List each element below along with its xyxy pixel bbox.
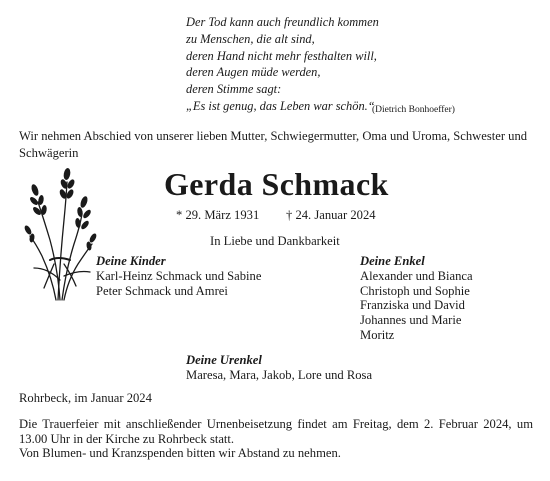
mourner-name: Alexander und Bianca bbox=[360, 268, 473, 283]
poem-line: zu Menschen, die alt sind, bbox=[186, 31, 315, 46]
mourner-name: Moritz bbox=[360, 327, 395, 342]
poem-line: deren Hand nicht mehr festhalten will, bbox=[186, 48, 377, 63]
birth-date: * 29. März 1931 bbox=[176, 208, 260, 222]
intro-text: Wir nehmen Abschied von unserer lieben Mutter, Schwiegermutter, Oma und Uroma, Schwester und Schwägerin bbox=[19, 129, 528, 160]
group-heading: Deine Kinder bbox=[96, 254, 166, 268]
mourner-name: Peter Schmack und Amrei bbox=[96, 283, 228, 298]
ceremony-info: Die Trauerfeier mit anschließender Urnenbeisetzung findet am Freitag, dem 2. Februar 2024, um 13.00 Uhr in der Kirche zu Rohrbeck statt. bbox=[19, 417, 533, 446]
poem-line: „Es ist genug, das Leben war schön.“ bbox=[186, 98, 375, 113]
mourner-name: Maresa, Mara, Jakob, Lore und Rosa bbox=[186, 367, 373, 382]
mourners-children bbox=[96, 254, 261, 298]
wheat-sheaf-icon bbox=[20, 160, 98, 304]
mourners-great-grandchildren bbox=[186, 353, 372, 383]
love-line: In Liebe und Dankbarkeit bbox=[210, 234, 340, 248]
poem-attribution: (Dietrich Bonhoeffer) bbox=[372, 105, 455, 115]
mourner-name: Franziska und David bbox=[360, 298, 465, 313]
group-heading: Deine Urenkel bbox=[186, 353, 262, 367]
poem-line: deren Stimme sagt: bbox=[186, 82, 282, 97]
mourners-grandchildren bbox=[360, 254, 473, 343]
place-date: Rohrbeck, im Januar 2024 bbox=[19, 391, 152, 405]
poem bbox=[186, 14, 379, 115]
closing-text bbox=[19, 417, 533, 461]
flowers-note: Von Blumen- und Kranzspenden bitten wir Abstand zu nehmen. bbox=[19, 446, 341, 461]
group-heading: Deine Enkel bbox=[360, 254, 425, 268]
mourner-name: Karl-Heinz Schmack und Sabine bbox=[96, 268, 262, 283]
mourner-name: Christoph und Sophie bbox=[360, 283, 470, 298]
death-date: † 24. Januar 2024 bbox=[286, 208, 376, 222]
mourner-name: Johannes und Marie bbox=[360, 313, 462, 328]
poem-line: deren Augen müde werden, bbox=[186, 65, 321, 80]
deceased-name: Gerda Schmack bbox=[164, 166, 389, 202]
poem-line: Der Tod kann auch freundlich kommen bbox=[186, 15, 379, 29]
